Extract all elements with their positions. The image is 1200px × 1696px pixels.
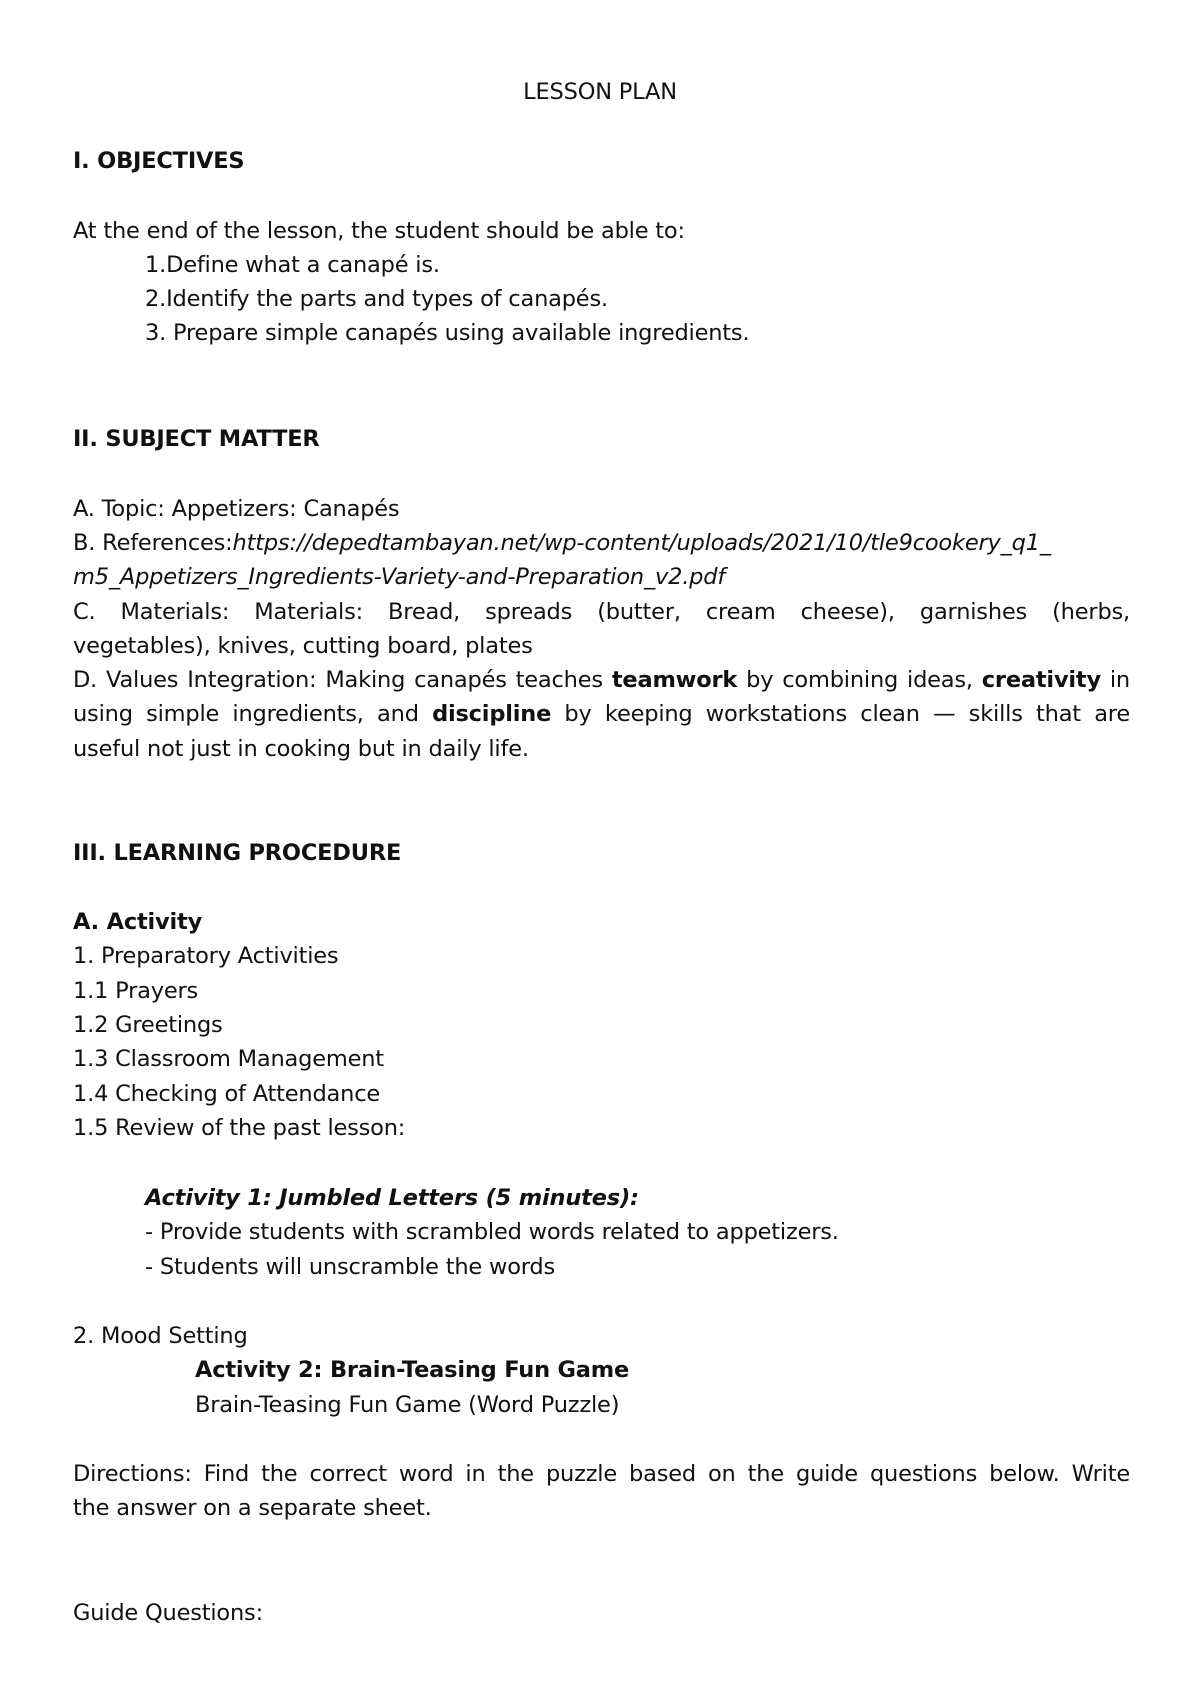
references-url-continued: m5_Appetizers_Ingredients-Variety-and-Preparation_v2.pdf [73,564,726,590]
guide-questions-label: Guide Questions: [73,1600,263,1626]
prep-item: 1.4 Checking of Attendance [73,1081,381,1107]
learning-procedure-heading: III. LEARNING PROCEDURE [73,840,402,866]
values-text: by keeping workstations clean — skills that are [551,701,1130,727]
activity-1-title: Activity 1: Jumbled Letters (5 minutes): [145,1185,639,1211]
values-integration-line [73,699,1130,729]
activity-heading: A. Activity [73,909,203,935]
document-title: LESSON PLAN [523,79,677,105]
values-text: D. Values Integration: Making canapés teaches [73,667,612,693]
directions-line-continued: the answer on a separate sheet. [73,1495,432,1521]
mood-setting: 2. Mood Setting [73,1323,248,1349]
values-text: in [1100,667,1130,693]
activity-2-subtitle: Brain-Teasing Fun Game (Word Puzzle) [195,1392,620,1418]
preparatory-activities: 1. Preparatory Activities [73,943,339,969]
objectives-heading: I. OBJECTIVES [73,148,245,174]
materials-line-continued: vegetables), knives, cutting board, plates [73,633,533,659]
values-integration-line: useful not just in cooking but in daily life. [73,736,529,762]
values-integration-line [73,665,1130,695]
prep-item: 1.1 Prayers [73,978,199,1004]
materials-line: C. Materials: Materials: Bread, spreads (butter, cream cheese), garnishes (herbs, [73,599,1130,625]
topic-line: A. Topic: Appetizers: Canapés [73,496,400,522]
values-text: using simple ingredients, and [73,701,433,727]
prep-item: 1.3 Classroom Management [73,1046,384,1072]
activity-1-line: - Students will unscramble the words [145,1254,556,1280]
objectives-intro: At the end of the lesson, the student should be able to: [73,218,685,244]
references-url: https://depedtambayan.net/wp-content/uploads/2021/10/tle9cookery_q1_ [232,530,1051,556]
objective-item: 2.Identify the parts and types of canapés. [145,286,608,312]
values-keyword-creativity: creativity [981,667,1101,693]
values-text: by combining ideas, [737,667,982,693]
activity-1-line: - Provide students with scrambled words related to appetizers. [145,1219,839,1245]
objective-item: 3. Prepare simple canapés using available ingredients. [145,320,750,346]
objective-item: 1.Define what a canapé is. [145,252,440,278]
subject-matter-heading: II. SUBJECT MATTER [73,426,320,452]
references-line [73,528,1051,558]
values-keyword-discipline: discipline [432,701,552,727]
prep-item: 1.2 Greetings [73,1012,223,1038]
prep-item: 1.5 Review of the past lesson: [73,1115,406,1141]
references-label: B. References: [73,530,233,556]
directions-line: Directions: Find the correct word in the puzzle based on the guide questions below. Write [73,1461,1130,1487]
values-keyword-teamwork: teamwork [611,667,738,693]
activity-2-title: Activity 2: Brain-Teasing Fun Game [195,1357,630,1383]
